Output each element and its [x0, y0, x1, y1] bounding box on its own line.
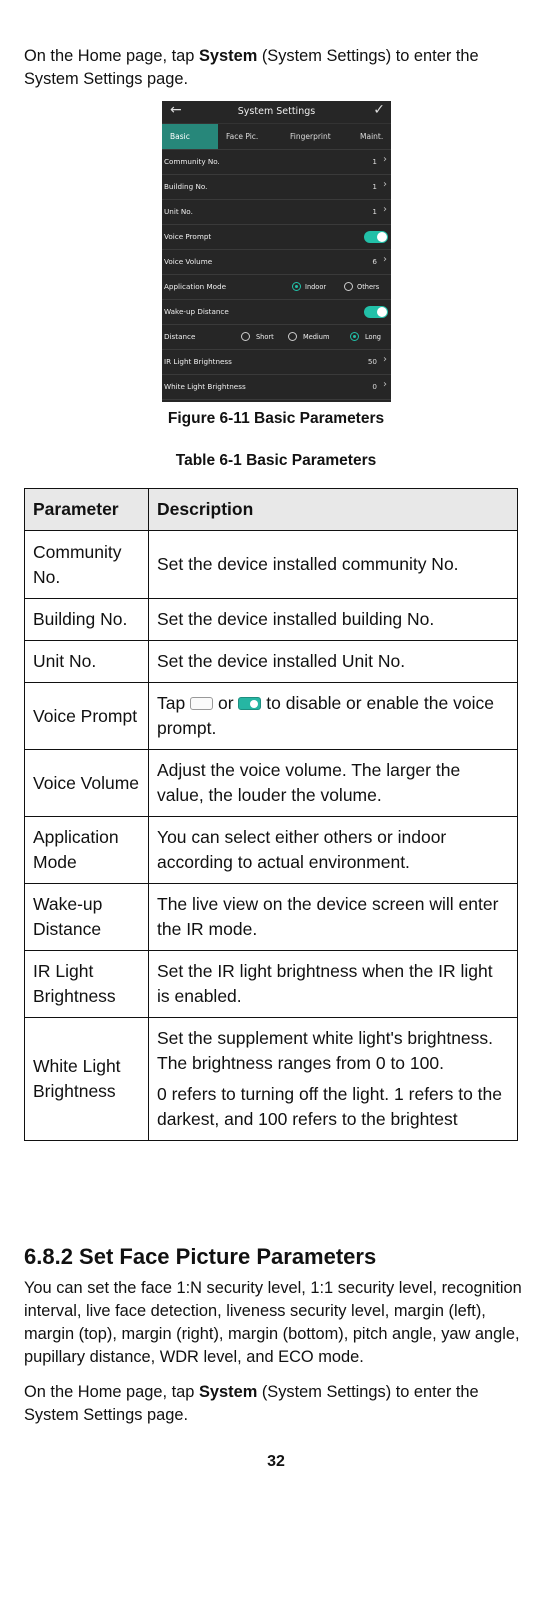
outro-text-end: (System Settings) to enter the System Settings page. — [24, 1383, 479, 1424]
chevron-right-icon: › — [383, 254, 387, 265]
intro-paragraph — [24, 45, 530, 91]
param-cell: Application Mode — [25, 817, 149, 884]
row-label: Community No. — [164, 157, 220, 166]
desc-cell: Adjust the voice volume. The larger the value, the louder the volume. — [149, 750, 518, 817]
table-row — [25, 951, 518, 1018]
radio-unselected-icon — [241, 332, 250, 341]
desc-text: to disable or enable the voice prompt. — [157, 693, 494, 738]
desc-cell: Set the device installed community No. — [149, 531, 518, 599]
section-body: You can set the face 1:N security level, 1:1 security level, recognition interval, live face detection, liveness security level, margin (left), margin (top), margin (right), margin (bottom), pitch angle, yaw angle, pupillary distance, WDR level, and ECO mode. — [24, 1279, 522, 1366]
tab-basic: Basic — [162, 124, 218, 149]
desc-cell — [149, 1018, 518, 1141]
screen-row-distance — [162, 325, 391, 350]
radio-selected-icon — [292, 282, 301, 291]
system-settings-screenshot — [162, 101, 391, 402]
header-description: Description — [149, 489, 518, 531]
desc-text: Tap — [157, 693, 186, 713]
checkmark-icon: ✓ — [373, 102, 385, 118]
param-cell: Voice Prompt — [25, 683, 149, 750]
param-cell: White Light Brightness — [25, 1018, 149, 1141]
outro-bold-system: System — [198, 1383, 258, 1401]
table-row — [25, 817, 518, 884]
row-label: White Light Brightness — [164, 382, 246, 391]
screen-row-unit — [162, 200, 391, 225]
chevron-right-icon: › — [383, 204, 387, 215]
desc-paragraph: Set the supplement white light's brightness. The brightness ranges from 0 to 100. — [157, 1028, 494, 1073]
intro-text-end: (System Settings) to enter the System Settings page. — [24, 47, 479, 88]
desc-cell: Set the device installed Unit No. — [149, 641, 518, 683]
desc-cell: Set the IR light brightness when the IR light is enabled. — [149, 951, 518, 1018]
table-row — [25, 641, 518, 683]
toggle-on-icon — [364, 306, 388, 318]
chevron-right-icon: › — [383, 379, 387, 390]
section-face-picture-parameters — [24, 1243, 530, 1375]
screen-row-wakeup-distance — [162, 300, 391, 325]
table-row — [25, 750, 518, 817]
screen-row-voice-volume — [162, 250, 391, 275]
option-medium: Medium — [303, 333, 330, 341]
section-heading: 6.8.2 Set Face Picture Parameters — [24, 1244, 377, 1269]
table-row — [25, 1018, 518, 1141]
desc-cell: The live view on the device screen will enter the IR mode. — [149, 884, 518, 951]
figure-caption: Figure 6-11 Basic Parameters — [167, 410, 385, 427]
outro-text: On the Home page, tap — [24, 1383, 199, 1401]
desc-cell: You can select either others or indoor according to actual environment. — [149, 817, 518, 884]
row-label: Voice Volume — [164, 257, 213, 266]
table-row — [25, 531, 518, 599]
tab-face-pic: Face Pic. — [226, 132, 259, 141]
chevron-right-icon: › — [383, 179, 387, 190]
row-label: Building No. — [164, 182, 208, 191]
toggle-off-icon — [190, 697, 213, 710]
row-value: 50 — [367, 357, 377, 366]
toggle-on-icon — [364, 231, 388, 243]
option-indoor: Indoor — [305, 283, 327, 291]
screen-row-building — [162, 175, 391, 200]
table-row — [25, 599, 518, 641]
screen-row-application-mode — [162, 275, 391, 300]
row-value: 6 — [372, 257, 377, 266]
param-cell: Unit No. — [25, 641, 149, 683]
table-row — [25, 683, 518, 750]
param-cell: Building No. — [25, 599, 149, 641]
screen-tabs — [162, 124, 391, 150]
screen-title: System Settings — [237, 106, 316, 117]
screen-titlebar — [162, 101, 391, 124]
row-label: Distance — [164, 332, 196, 341]
option-others: Others — [357, 283, 380, 291]
intro-bold-system: System — [198, 47, 258, 65]
option-long: Long — [365, 333, 381, 341]
row-value: 1 — [372, 182, 377, 191]
desc-paragraph: 0 refers to turning off the light. 1 refers to the darkest, and 100 refers to the brightest — [157, 1084, 503, 1129]
param-cell: Community No. — [25, 531, 149, 599]
row-value: 1 — [372, 157, 377, 166]
desc-text: or — [217, 693, 234, 713]
table-caption: Table 6-1 Basic Parameters — [175, 452, 377, 469]
row-label: Voice Prompt — [164, 232, 212, 241]
row-label: Application Mode — [164, 282, 227, 291]
outro-paragraph — [24, 1381, 530, 1427]
param-cell: Wake-up Distance — [25, 884, 149, 951]
screen-row-community — [162, 150, 391, 175]
intro-text: On the Home page, tap — [24, 47, 199, 65]
tab-fingerprint: Fingerprint — [290, 132, 331, 141]
table-header-row — [25, 489, 518, 531]
basic-parameters-table — [24, 488, 518, 1141]
screen-row-voice-prompt — [162, 225, 391, 250]
screen-row-white-brightness — [162, 375, 391, 400]
desc-cell — [149, 683, 518, 750]
row-label: Unit No. — [164, 207, 193, 216]
row-label: Wake-up Distance — [164, 307, 229, 316]
radio-unselected-icon — [288, 332, 297, 341]
chevron-right-icon: › — [383, 354, 387, 365]
row-value: 1 — [372, 207, 377, 216]
chevron-right-icon: › — [383, 154, 387, 165]
param-cell: IR Light Brightness — [25, 951, 149, 1018]
screen-row-ir-brightness — [162, 350, 391, 375]
row-value: 0 — [372, 382, 377, 391]
param-cell: Voice Volume — [25, 750, 149, 817]
radio-selected-icon — [350, 332, 359, 341]
tab-maint: Maint. — [360, 132, 384, 141]
row-label: IR Light Brightness — [164, 357, 232, 366]
option-short: Short — [256, 333, 274, 341]
header-parameter: Parameter — [25, 489, 149, 531]
radio-unselected-icon — [344, 282, 353, 291]
desc-cell: Set the device installed building No. — [149, 599, 518, 641]
toggle-on-icon — [238, 697, 261, 710]
page-number: 32 — [267, 1453, 285, 1470]
table-row — [25, 884, 518, 951]
back-arrow-icon: ← — [170, 102, 182, 118]
